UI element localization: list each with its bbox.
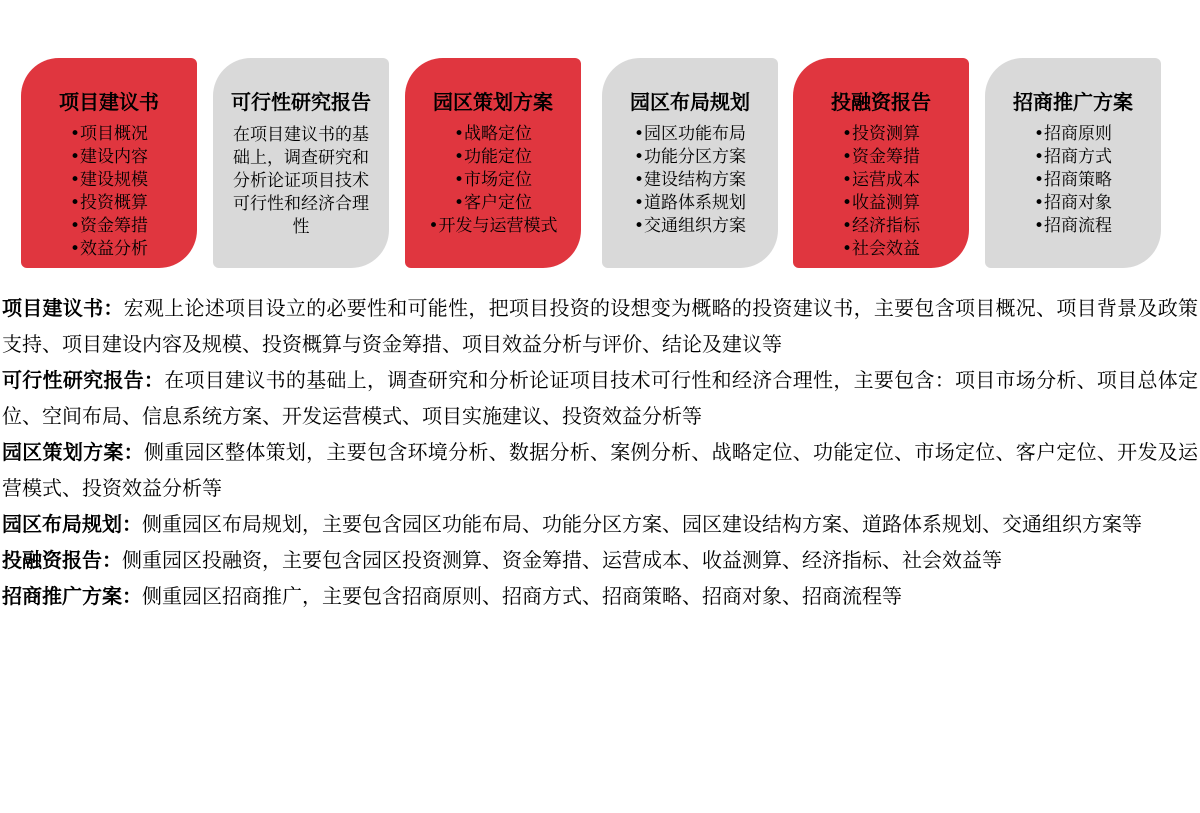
card-list-item: •战略定位 <box>453 124 533 144</box>
description-text: 侧重园区投融资，主要包含园区投资测算、资金筹措、运营成本、收益测算、经济指标、社会效益等 <box>122 548 1002 572</box>
card-title: 项目建议书 <box>59 90 159 114</box>
category-cards <box>0 0 1200 270</box>
description-paragraph <box>2 362 1198 434</box>
descriptions <box>2 290 1198 614</box>
description-text: 侧重园区招商推广，主要包含招商原则、招商方式、招商策略、招商对象、招商流程等 <box>142 584 902 608</box>
card-list <box>985 123 1161 238</box>
card-title: 投融资报告 <box>831 90 931 114</box>
description-text: 宏观上论述项目设立的必要性和可能性，把项目投资的设想变为概略的投资建议书，主要包含项目概况、项目背景及政策支持、项目建设内容及规模、投资概算与资金筹措、项目效益分析与评价、结论及建议等 <box>2 296 1199 356</box>
card-park-planning <box>405 58 581 268</box>
description-term: 可行性研究报告： <box>2 368 165 392</box>
card-list-item: •收益测算 <box>841 193 921 213</box>
card-list-item: •招商流程 <box>1033 216 1113 236</box>
card-list <box>21 123 197 261</box>
description-paragraph <box>2 542 1198 578</box>
card-list-item: •道路体系规划 <box>633 193 747 213</box>
card-list <box>793 123 969 261</box>
card-title: 园区布局规划 <box>630 90 750 114</box>
description-term: 投融资报告： <box>2 548 122 572</box>
card-list-item: •建设结构方案 <box>633 170 747 190</box>
card-list-item: •客户定位 <box>453 193 533 213</box>
card-list <box>405 123 581 238</box>
description-text: 侧重园区整体策划，主要包含环境分析、数据分析、案例分析、战略定位、功能定位、市场定位、客户定位、开发及运营模式、投资效益分析等 <box>2 440 1199 500</box>
description-term: 招商推广方案： <box>2 584 142 608</box>
description-paragraph <box>2 506 1198 542</box>
card-title: 可行性研究报告 <box>231 90 371 114</box>
card-list-item: •资金筹措 <box>841 147 921 167</box>
card-list-item: •项目概况 <box>69 124 149 144</box>
card-list-item: •交通组织方案 <box>633 216 747 236</box>
card-list-item: •投资测算 <box>841 124 921 144</box>
card-list-item: •招商策略 <box>1033 170 1113 190</box>
card-title: 招商推广方案 <box>1013 90 1133 114</box>
card-title: 园区策划方案 <box>433 90 553 114</box>
card-list-item: •功能定位 <box>453 147 533 167</box>
description-text: 在项目建议书的基础上，调查研究和分析论证项目技术可行性和经济合理性，主要包含：项目市场分析、项目总体定位、空间布局、信息系统方案、开发运营模式、项目实施建议、投资效益分析等 <box>2 368 1199 428</box>
card-list-item: •资金筹措 <box>69 216 149 236</box>
card-description: 在项目建议书的基础上，调查研究和分析论证项目技术可行性和经济合理性 <box>233 125 369 237</box>
card-list-item: •效益分析 <box>69 239 149 259</box>
card-list <box>602 123 778 238</box>
description-paragraph <box>2 434 1198 506</box>
card-feasibility-report <box>213 58 389 268</box>
card-list-item: •建设内容 <box>69 147 149 167</box>
card-list-item: •园区功能布局 <box>633 124 747 144</box>
card-list-item: •招商方式 <box>1033 147 1113 167</box>
card-list-item: •市场定位 <box>453 170 533 190</box>
card-list-item: •社会效益 <box>841 239 921 259</box>
description-term: 园区策划方案： <box>2 440 144 464</box>
description-term: 园区布局规划： <box>2 512 142 536</box>
card-list-item: •运营成本 <box>841 170 921 190</box>
card-investment-report <box>793 58 969 268</box>
description-paragraph <box>2 290 1198 362</box>
description-text: 侧重园区布局规划，主要包含园区功能布局、功能分区方案、园区建设结构方案、道路体系规划、交通组织方案等 <box>142 512 1142 536</box>
card-list-item: •经济指标 <box>841 216 921 236</box>
description-term: 项目建议书： <box>2 296 124 320</box>
card-list-item: •开发与运营模式 <box>428 216 558 236</box>
card-park-layout <box>602 58 778 268</box>
card-project-proposal <box>21 58 197 268</box>
card-list-item: •建设规模 <box>69 170 149 190</box>
card-list-item: •招商原则 <box>1033 124 1113 144</box>
card-list-item: •功能分区方案 <box>633 147 747 167</box>
card-list-item: •投资概算 <box>69 193 149 213</box>
card-list-item: •招商对象 <box>1033 193 1113 213</box>
description-paragraph <box>2 578 1198 614</box>
card-investment-promotion <box>985 58 1161 268</box>
